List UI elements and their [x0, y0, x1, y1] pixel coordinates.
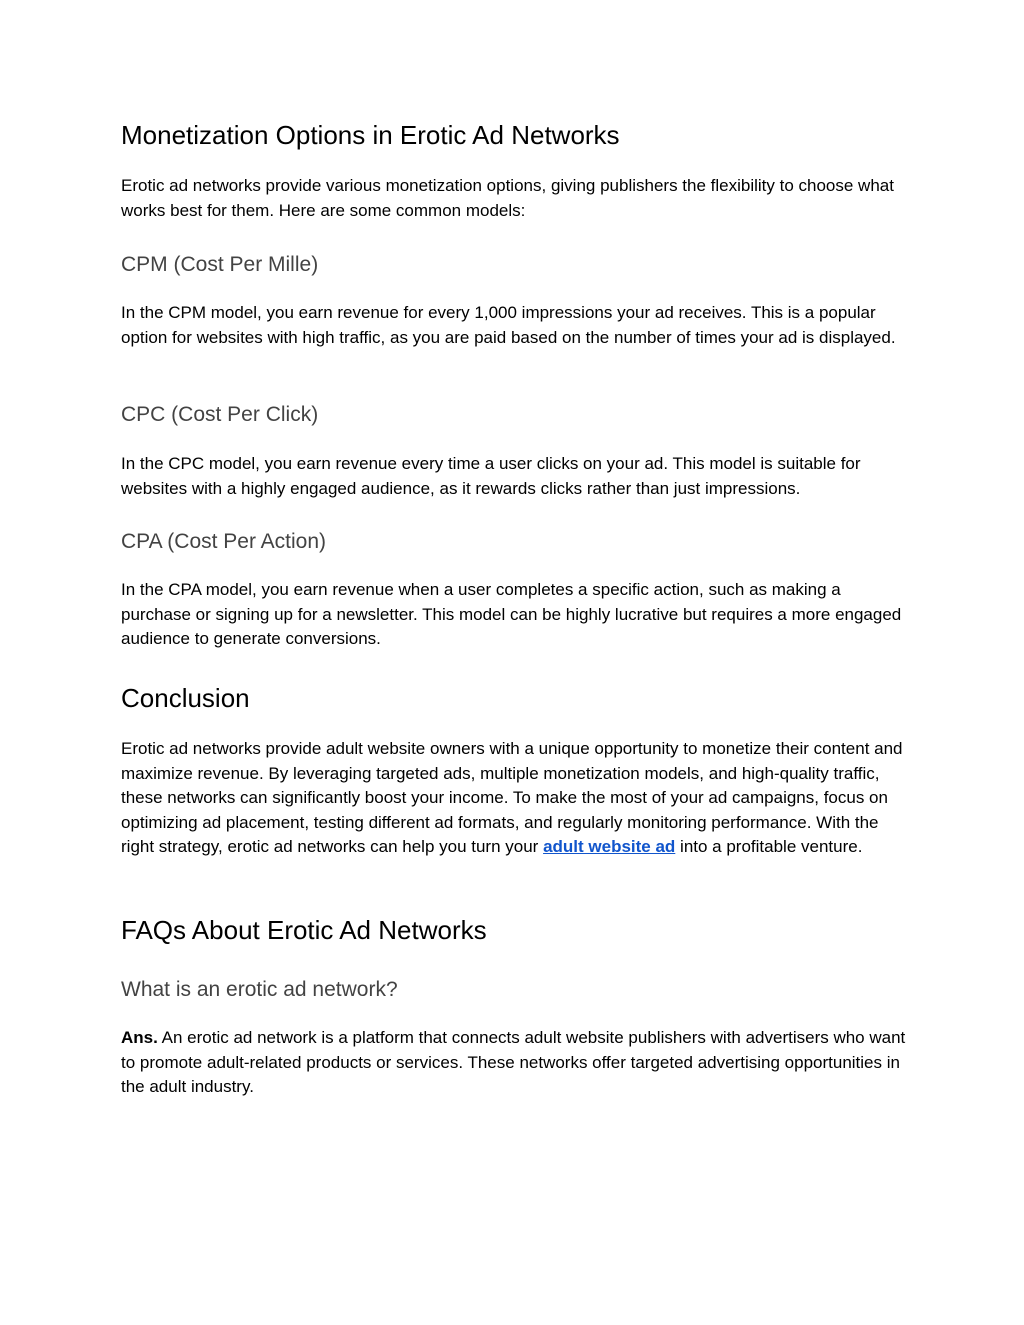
answer-label: Ans.: [121, 1028, 158, 1047]
answer-text: An erotic ad network is a platform that connects adult website publishers with advertisers who want to promote adult-related products or services. These networks offer targeted advertising opportunities in the adult industry.: [121, 1028, 906, 1096]
cpc-body: In the CPC model, you earn revenue every time a user clicks on your ad. This model is suitable for websites with a highly engaged audience, as it rewards clicks rather than just impressions.: [121, 454, 861, 498]
monetization-intro: Erotic ad networks provide various monetization options, giving publishers the flexibility to choose what works best for them. Here are some common models:: [121, 176, 894, 220]
faqs-heading: FAQs About Erotic Ad Networks: [121, 915, 487, 945]
cpa-body: In the CPA model, you earn revenue when a user completes a specific action, such as making a purchase or signing up for a newsletter. This model can be highly lucrative but requires a more engaged audience to generate conversions.: [121, 580, 902, 648]
adult-website-ad-link[interactable]: adult website ad: [543, 837, 676, 856]
conclusion-body: [121, 737, 911, 860]
cpa-heading: CPA (Cost Per Action): [121, 530, 327, 553]
faq-question-1: What is an erotic ad network?: [121, 978, 398, 1001]
conclusion-text-after: into a profitable venture.: [675, 837, 863, 856]
cpm-body: In the CPM model, you earn revenue for every 1,000 impressions your ad receives. This is a popular option for websites with high traffic, as you are paid based on the number of times your ad is displayed.: [121, 303, 896, 347]
conclusion-text-before: Erotic ad networks provide adult website owners with a unique opportunity to monetize their content and maximize revenue. By leveraging targeted ads, multiple monetization models, and high-quality traffic, these networks can significantly boost your income. To make the most of your ad campaigns, focus on optimizing ad placement, testing different ad formats, and regularly monitoring performance. With the right strategy, erotic ad networks can help you turn your: [121, 739, 903, 856]
cpc-heading: CPC (Cost Per Click): [121, 403, 319, 426]
faq-answer-1: [121, 1026, 911, 1100]
conclusion-heading: Conclusion: [121, 683, 250, 713]
cpm-heading: CPM (Cost Per Mille): [121, 253, 319, 276]
monetization-heading: Monetization Options in Erotic Ad Networks: [121, 120, 620, 150]
